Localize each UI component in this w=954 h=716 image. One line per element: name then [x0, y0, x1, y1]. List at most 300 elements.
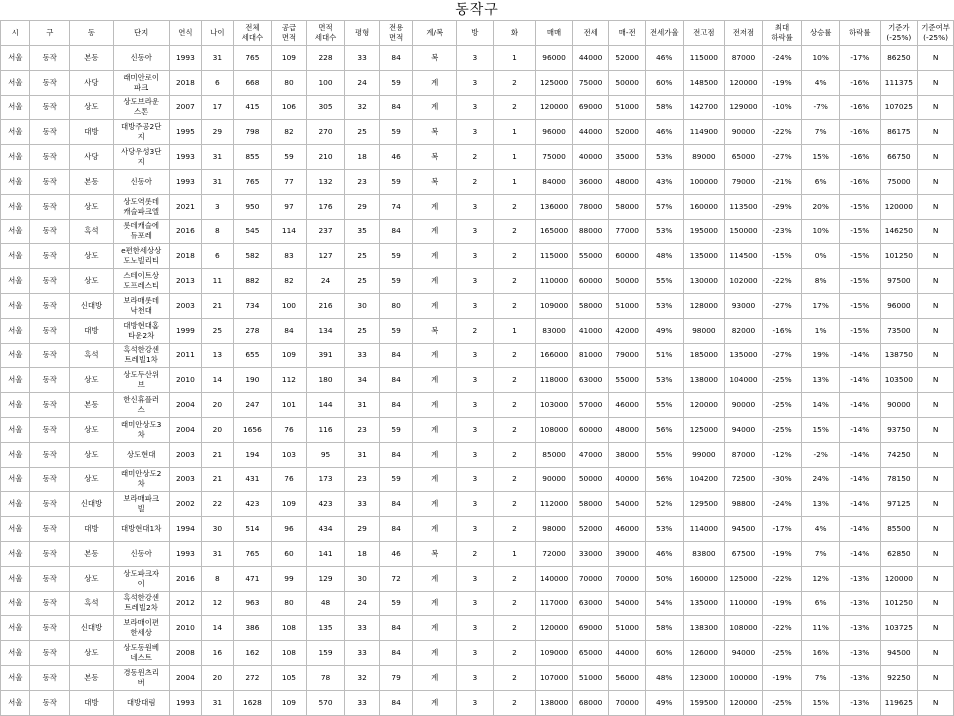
table-cell: 보라매롯데 낙천대 — [113, 293, 169, 318]
table-cell: 94000 — [725, 417, 763, 442]
table-row — [1, 343, 954, 368]
table-cell: 59 — [379, 70, 413, 95]
table-cell: 서울 — [1, 95, 30, 120]
table-cell: 3 — [457, 244, 494, 269]
table-cell: 109 — [272, 46, 307, 71]
table-header-row — [1, 21, 954, 46]
table-cell: 58000 — [572, 293, 609, 318]
table-cell: -22% — [762, 566, 802, 591]
table-cell: 84 — [379, 690, 413, 715]
table-cell: 계 — [413, 417, 457, 442]
table-cell: 66750 — [880, 145, 918, 170]
table-cell: 88000 — [572, 219, 609, 244]
table-cell: 98000 — [536, 517, 573, 542]
table-cell: 46% — [645, 541, 683, 566]
table-cell: 108000 — [536, 417, 573, 442]
table-cell: 60 — [272, 541, 307, 566]
table-cell: 59 — [272, 145, 307, 170]
table-cell: 53% — [645, 219, 683, 244]
table-cell: 80 — [272, 591, 307, 616]
table-cell: 1 — [493, 120, 536, 145]
table-cell: 25 — [202, 318, 233, 343]
table-cell: 12% — [802, 566, 840, 591]
table-cell: 50000 — [609, 269, 646, 294]
table-row — [1, 393, 954, 418]
table-cell: 23 — [345, 169, 380, 194]
table-cell: 765 — [233, 169, 272, 194]
table-cell: 104200 — [683, 467, 725, 492]
table-cell: N — [918, 641, 954, 666]
table-cell: 423 — [306, 492, 345, 517]
table-cell: 305 — [306, 95, 345, 120]
table-cell: 31 — [202, 145, 233, 170]
table-cell: 2007 — [169, 95, 202, 120]
table-cell: 95 — [306, 442, 345, 467]
table-cell: 125000 — [725, 566, 763, 591]
table-cell: 135 — [306, 616, 345, 641]
table-cell: 3 — [457, 591, 494, 616]
table-cell: 140000 — [536, 566, 573, 591]
table-cell: 흑석 — [70, 343, 114, 368]
table-cell: 3 — [457, 616, 494, 641]
table-cell: 흑석 — [70, 591, 114, 616]
table-cell: 59 — [379, 467, 413, 492]
table-cell: 58000 — [572, 492, 609, 517]
table-cell: 51000 — [609, 293, 646, 318]
table-cell: 50000 — [572, 467, 609, 492]
table-cell: 44000 — [609, 641, 646, 666]
table-cell: 136000 — [536, 194, 573, 219]
table-cell: 서울 — [1, 368, 30, 393]
table-cell: 52% — [645, 492, 683, 517]
table-cell: 94500 — [880, 641, 918, 666]
table-cell: 46 — [379, 145, 413, 170]
table-cell: 123000 — [683, 665, 725, 690]
table-cell: 46000 — [609, 393, 646, 418]
table-cell: 동작 — [30, 566, 70, 591]
table-cell: 29 — [202, 120, 233, 145]
table-cell: 180 — [306, 368, 345, 393]
table-cell: 128000 — [683, 293, 725, 318]
table-cell: 동작 — [30, 70, 70, 95]
table-cell: 545 — [233, 219, 272, 244]
table-cell: 2002 — [169, 492, 202, 517]
table-cell: 65000 — [725, 145, 763, 170]
table-cell: -13% — [839, 591, 880, 616]
table-cell: 2003 — [169, 442, 202, 467]
table-cell: 대방 — [70, 690, 114, 715]
table-cell: 40000 — [609, 467, 646, 492]
table-cell: 본동 — [70, 46, 114, 71]
table-cell: 14 — [202, 616, 233, 641]
table-cell: 53% — [645, 293, 683, 318]
table-cell: 144 — [306, 393, 345, 418]
table-cell: 동작 — [30, 244, 70, 269]
table-cell: 2 — [493, 517, 536, 542]
table-row — [1, 169, 954, 194]
table-cell: 84 — [379, 393, 413, 418]
table-cell: 계 — [413, 393, 457, 418]
table-cell: 보라매이편 한세상 — [113, 616, 169, 641]
table-cell: 415 — [233, 95, 272, 120]
table-cell: 13 — [202, 343, 233, 368]
table-cell: -12% — [762, 442, 802, 467]
table-cell: 109000 — [536, 293, 573, 318]
table-cell: 2 — [493, 393, 536, 418]
table-cell: 서울 — [1, 194, 30, 219]
table-cell: 115000 — [536, 244, 573, 269]
table-cell: 59 — [379, 417, 413, 442]
table-cell: 434 — [306, 517, 345, 542]
table-cell: 상도 — [70, 368, 114, 393]
table-cell: 33000 — [572, 541, 609, 566]
table-cell: 3 — [457, 120, 494, 145]
table-cell: -13% — [839, 616, 880, 641]
table-cell: 114 — [272, 219, 307, 244]
table-cell: 138000 — [683, 368, 725, 393]
table-cell: 2 — [493, 641, 536, 666]
table-cell: 55000 — [609, 368, 646, 393]
table-cell: 25 — [345, 318, 380, 343]
table-cell: 146250 — [880, 219, 918, 244]
table-cell: 103000 — [536, 393, 573, 418]
table-cell: 173 — [306, 467, 345, 492]
table-cell: 3 — [457, 70, 494, 95]
table-cell: 471 — [233, 566, 272, 591]
table-cell: 118000 — [536, 368, 573, 393]
table-cell: 동작 — [30, 269, 70, 294]
table-cell: 62850 — [880, 541, 918, 566]
table-cell: 본동 — [70, 393, 114, 418]
table-cell: 74 — [379, 194, 413, 219]
table-cell: 2004 — [169, 393, 202, 418]
table-cell: N — [918, 70, 954, 95]
table-cell: 6 — [202, 70, 233, 95]
table-cell: 신대방 — [70, 616, 114, 641]
table-cell: 대방주공2단 지 — [113, 120, 169, 145]
table-cell: 570 — [306, 690, 345, 715]
table-cell: 서울 — [1, 566, 30, 591]
table-cell: 2011 — [169, 343, 202, 368]
table-cell: 113500 — [725, 194, 763, 219]
table-cell: -15% — [839, 269, 880, 294]
table-cell: 3 — [457, 665, 494, 690]
table-cell: 102000 — [725, 269, 763, 294]
table-cell: 39000 — [609, 541, 646, 566]
table-cell: 582 — [233, 244, 272, 269]
table-cell: 계 — [413, 219, 457, 244]
table-cell: 55% — [645, 269, 683, 294]
table-cell: 70000 — [572, 566, 609, 591]
table-cell: -14% — [839, 517, 880, 542]
table-cell: N — [918, 194, 954, 219]
table-row — [1, 517, 954, 542]
table-cell: 107025 — [880, 95, 918, 120]
table-cell: 20% — [802, 194, 840, 219]
table-cell: 43% — [645, 169, 683, 194]
table-cell: 1993 — [169, 169, 202, 194]
table-cell: 계 — [413, 492, 457, 517]
table-cell: -23% — [762, 219, 802, 244]
table-cell: 84 — [379, 95, 413, 120]
table-cell: 84000 — [536, 169, 573, 194]
table-cell: 94000 — [725, 641, 763, 666]
table-cell: 서울 — [1, 318, 30, 343]
table-cell: 55% — [645, 442, 683, 467]
table-cell: 서울 — [1, 641, 30, 666]
table-cell: 101 — [272, 393, 307, 418]
table-cell: 2016 — [169, 219, 202, 244]
table-cell: 동작 — [30, 665, 70, 690]
table-cell: 49% — [645, 318, 683, 343]
table-cell: 계 — [413, 616, 457, 641]
column-header: 공급 면적 — [272, 21, 307, 46]
table-cell: 125000 — [536, 70, 573, 95]
table-cell: 391 — [306, 343, 345, 368]
table-cell: 53% — [645, 517, 683, 542]
table-cell: 185000 — [683, 343, 725, 368]
table-cell: 105 — [272, 665, 307, 690]
table-cell: 51000 — [572, 665, 609, 690]
table-cell: 109 — [272, 690, 307, 715]
table-cell: 110000 — [536, 269, 573, 294]
table-cell: 서울 — [1, 442, 30, 467]
table-cell: 3 — [457, 46, 494, 71]
table-cell: 195000 — [683, 219, 725, 244]
table-row — [1, 566, 954, 591]
table-cell: -14% — [839, 541, 880, 566]
table-cell: 15% — [802, 145, 840, 170]
table-cell: 3 — [457, 219, 494, 244]
table-cell: 30 — [345, 293, 380, 318]
table-cell: 1 — [493, 169, 536, 194]
table-cell: 84 — [379, 641, 413, 666]
table-cell: N — [918, 417, 954, 442]
table-cell: 24 — [345, 591, 380, 616]
table-cell: 2018 — [169, 70, 202, 95]
table-cell: 계 — [413, 442, 457, 467]
table-cell: 상도현대 — [113, 442, 169, 467]
table-cell: 4% — [802, 70, 840, 95]
page-title: 동작구 — [455, 2, 499, 18]
table-cell: 148500 — [683, 70, 725, 95]
table-cell: 101250 — [880, 591, 918, 616]
table-cell: 111375 — [880, 70, 918, 95]
table-cell: 160000 — [683, 566, 725, 591]
table-cell: -15% — [839, 293, 880, 318]
table-cell: 108 — [272, 641, 307, 666]
column-header: 매-전 — [609, 21, 646, 46]
table-cell: 116 — [306, 417, 345, 442]
table-cell: 17% — [802, 293, 840, 318]
column-header: 매매 — [536, 21, 573, 46]
table-cell: 57% — [645, 194, 683, 219]
table-row — [1, 665, 954, 690]
table-row — [1, 591, 954, 616]
table-cell: 14 — [202, 368, 233, 393]
table-cell: 3 — [457, 566, 494, 591]
table-cell: 97500 — [880, 269, 918, 294]
table-cell: 래미안로이 파크 — [113, 70, 169, 95]
table-cell: 2 — [493, 244, 536, 269]
table-cell: 84 — [379, 343, 413, 368]
table-cell: 76 — [272, 417, 307, 442]
table-cell: -15% — [839, 244, 880, 269]
table-cell: 56% — [645, 467, 683, 492]
table-cell: 30 — [345, 566, 380, 591]
table-cell: 서울 — [1, 219, 30, 244]
table-cell: 33 — [345, 492, 380, 517]
table-cell: 87000 — [725, 442, 763, 467]
table-cell: 120000 — [683, 393, 725, 418]
table-cell: 계 — [413, 665, 457, 690]
table-cell: 135000 — [683, 591, 725, 616]
table-row — [1, 269, 954, 294]
table-cell: 75000 — [572, 70, 609, 95]
table-cell: -16% — [839, 70, 880, 95]
table-cell: N — [918, 616, 954, 641]
table-row — [1, 541, 954, 566]
table-cell: 복 — [413, 169, 457, 194]
table-cell: -2% — [802, 442, 840, 467]
table-cell: 본동 — [70, 541, 114, 566]
table-cell: N — [918, 293, 954, 318]
table-cell: 35 — [345, 219, 380, 244]
table-cell: -16% — [762, 318, 802, 343]
column-header: 단지 — [113, 21, 169, 46]
table-cell: -15% — [839, 318, 880, 343]
table-cell: 서울 — [1, 244, 30, 269]
table-cell: -17% — [839, 46, 880, 71]
table-cell: 23 — [345, 417, 380, 442]
table-cell: 동작 — [30, 591, 70, 616]
table-cell: 8 — [202, 566, 233, 591]
table-cell: 48 — [306, 591, 345, 616]
table-cell: 82 — [272, 269, 307, 294]
table-cell: 본동 — [70, 665, 114, 690]
table-cell: -16% — [839, 145, 880, 170]
table-cell: 서울 — [1, 616, 30, 641]
table-cell: 98000 — [683, 318, 725, 343]
column-header: 전세 — [572, 21, 609, 46]
table-cell: 48000 — [609, 417, 646, 442]
column-header: 전용 면적 — [379, 21, 413, 46]
table-cell: 13% — [802, 368, 840, 393]
table-cell: 2 — [457, 541, 494, 566]
column-header: 화 — [493, 21, 536, 46]
table-cell: 30 — [202, 517, 233, 542]
table-row — [1, 244, 954, 269]
table-cell: -19% — [762, 70, 802, 95]
table-cell: 계 — [413, 293, 457, 318]
table-cell: 1 — [493, 318, 536, 343]
table-cell: 상도역롯데 캐슬파크엘 — [113, 194, 169, 219]
table-cell: -25% — [762, 393, 802, 418]
table-cell: 31 — [202, 169, 233, 194]
table-cell: 2 — [493, 417, 536, 442]
table-cell: -13% — [839, 690, 880, 715]
table-cell: 21 — [202, 467, 233, 492]
table-cell: 서울 — [1, 46, 30, 71]
table-cell: 7% — [802, 665, 840, 690]
table-row — [1, 70, 954, 95]
table-cell: 54% — [645, 591, 683, 616]
table-cell: 0% — [802, 244, 840, 269]
table-cell: 47000 — [572, 442, 609, 467]
table-cell: 63000 — [572, 591, 609, 616]
table-cell: 114000 — [683, 517, 725, 542]
table-cell: 108000 — [725, 616, 763, 641]
table-cell: 2 — [457, 169, 494, 194]
table-cell: 동작 — [30, 492, 70, 517]
table-cell: 동작 — [30, 343, 70, 368]
table-cell: 87000 — [725, 46, 763, 71]
table-cell: 18 — [345, 541, 380, 566]
table-cell: 11 — [202, 269, 233, 294]
table-cell: 대방현대1차 — [113, 517, 169, 542]
table-cell: 93750 — [880, 417, 918, 442]
table-cell: -19% — [762, 541, 802, 566]
table-cell: 서울 — [1, 169, 30, 194]
table-cell: -29% — [762, 194, 802, 219]
table-cell: -24% — [762, 46, 802, 71]
table-cell: 21 — [202, 293, 233, 318]
table-cell: 3 — [457, 442, 494, 467]
table-cell: 상도파크자 이 — [113, 566, 169, 591]
table-cell: 272 — [233, 665, 272, 690]
table-cell: 99000 — [683, 442, 725, 467]
table-cell: 33 — [345, 46, 380, 71]
table-cell: 96 — [272, 517, 307, 542]
table-cell: N — [918, 566, 954, 591]
table-cell: -17% — [762, 517, 802, 542]
column-header: 나이 — [202, 21, 233, 46]
table-cell: 2012 — [169, 591, 202, 616]
table-cell: 25 — [345, 120, 380, 145]
table-cell: -22% — [762, 616, 802, 641]
table-cell: 계 — [413, 566, 457, 591]
table-cell: 132 — [306, 169, 345, 194]
table-cell: 72 — [379, 566, 413, 591]
table-cell: 복 — [413, 46, 457, 71]
table-cell: 서울 — [1, 517, 30, 542]
table-cell: 58% — [645, 95, 683, 120]
table-cell: 8% — [802, 269, 840, 294]
table-cell: 135000 — [725, 343, 763, 368]
table-cell: 75000 — [536, 145, 573, 170]
table-cell: 신동아 — [113, 46, 169, 71]
table-cell: 59 — [379, 169, 413, 194]
table-cell: 84 — [379, 442, 413, 467]
table-cell: 4% — [802, 517, 840, 542]
table-cell: N — [918, 517, 954, 542]
table-cell: 동작 — [30, 393, 70, 418]
table-cell: 31 — [345, 442, 380, 467]
table-cell: 100000 — [725, 665, 763, 690]
table-cell: 270 — [306, 120, 345, 145]
table-cell: -27% — [762, 343, 802, 368]
table-cell: 50% — [645, 566, 683, 591]
table-cell: -25% — [762, 417, 802, 442]
table-cell: 6% — [802, 591, 840, 616]
table-cell: 2021 — [169, 194, 202, 219]
table-cell: 2016 — [169, 566, 202, 591]
table-cell: 159 — [306, 641, 345, 666]
table-cell: 24 — [306, 269, 345, 294]
table-cell: 54000 — [609, 492, 646, 517]
table-row — [1, 641, 954, 666]
table-cell: 17 — [202, 95, 233, 120]
